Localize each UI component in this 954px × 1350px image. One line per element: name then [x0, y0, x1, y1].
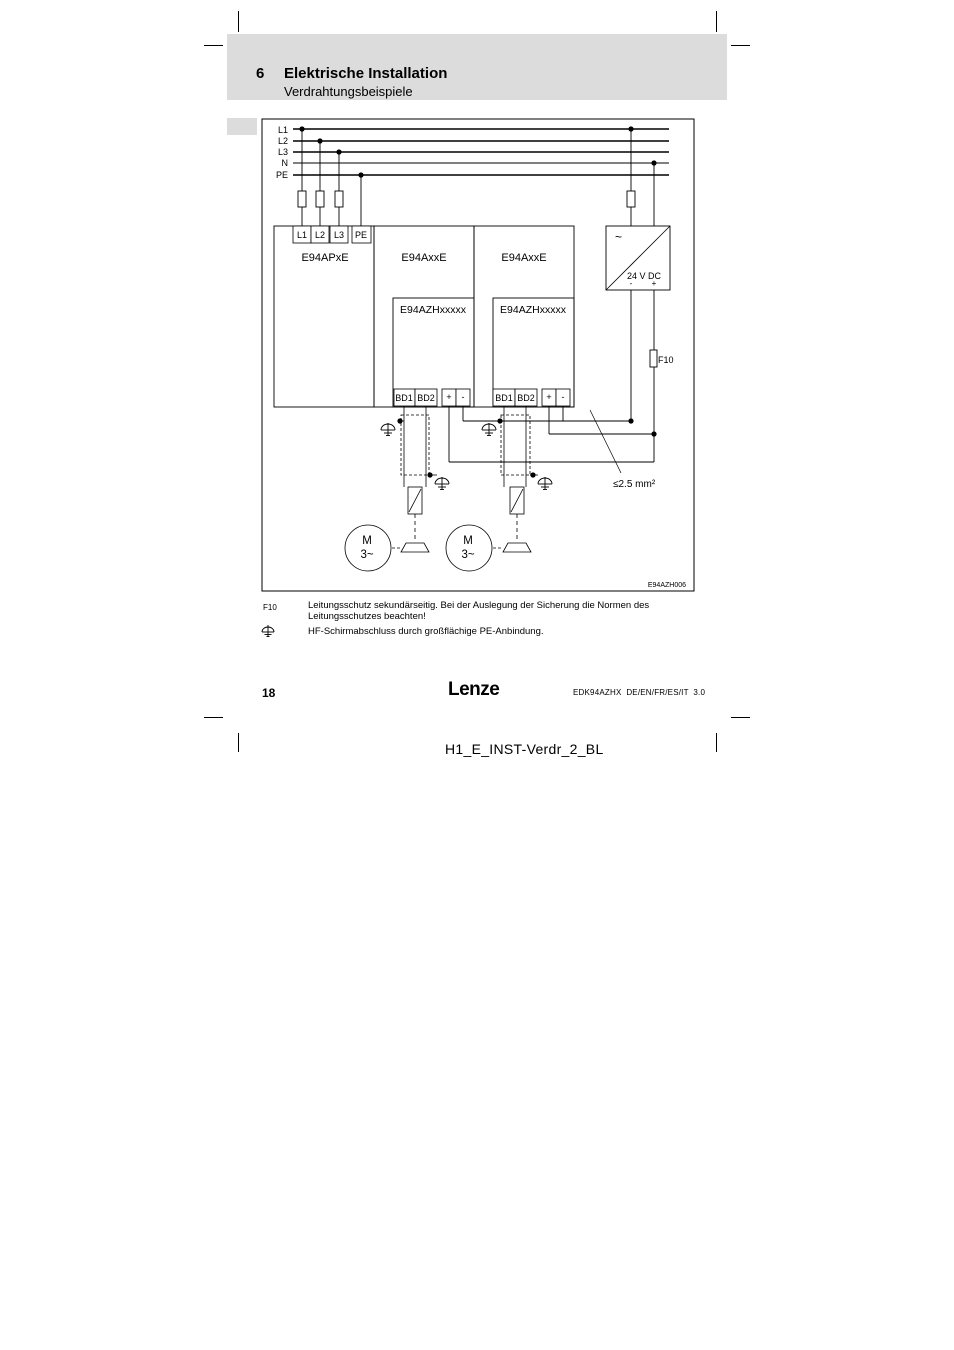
terminal-l2: L2: [314, 230, 326, 240]
psu-minus: -: [629, 279, 633, 288]
fuse-l3: [335, 191, 343, 207]
psu-ac-symbol: ~: [615, 230, 623, 244]
legend-text-f10: Leitungsschutz sekundärseitig. Bei der Auslegung der Sicherung die Normen des Leitungsschutzes beachten!: [308, 600, 650, 622]
crop-mark: [204, 717, 223, 718]
fuse-psu: [627, 191, 635, 207]
motor-1-label-phase: 3~: [360, 549, 374, 561]
crop-mark: [716, 733, 717, 752]
terminal-minus-1: -: [461, 392, 465, 402]
terminal-l1: L1: [296, 230, 308, 240]
crop-mark: [731, 717, 750, 718]
psu-output-label: 24 V DC: [627, 271, 662, 281]
chapter-title: Elektrische Installation: [284, 65, 448, 82]
option-module-2-label: E94AZHxxxxx: [500, 304, 566, 316]
document-code: EDK94AZHX DE/EN/FR/ES/IT 3.0: [573, 688, 706, 697]
terminal-plus-1: +: [446, 392, 452, 402]
fuse-l2: [316, 191, 324, 207]
motor-1-label-m: M: [362, 535, 372, 547]
terminal-bd2-2: BD2: [517, 393, 535, 403]
section-title: Verdrahtungsbeispiele: [284, 84, 413, 99]
cross-section-label: ≤2.5 mm²: [613, 479, 656, 490]
supply-module-label: E94APxE: [301, 252, 349, 264]
motor-2-label-phase: 3~: [461, 549, 475, 561]
motor-1: [345, 525, 391, 571]
bus-label-l1: L1: [277, 125, 288, 135]
motor-2: [446, 525, 492, 571]
terminal-plus-2: +: [546, 392, 552, 402]
terminal-bd1-2: BD1: [495, 393, 513, 403]
shield-ground-icon: [260, 624, 276, 638]
bus-label-pe: PE: [275, 170, 288, 180]
lenze-logo: Lenze: [448, 679, 500, 700]
slug-line: H1_E_INST-Verdr_2_BL: [445, 741, 604, 757]
motor-2-label-m: M: [463, 535, 473, 547]
fuse-f10: [650, 350, 657, 367]
axis-module-2-label: E94AxxE: [501, 252, 547, 264]
bus-label-l2: L2: [277, 136, 288, 146]
axis-module-1-label: E94AxxE: [401, 252, 447, 264]
crop-mark: [238, 733, 239, 752]
terminal-pe: PE: [354, 230, 368, 240]
terminal-minus-2: -: [561, 392, 565, 402]
option-module-1-label: E94AZHxxxxx: [400, 304, 466, 316]
fuse-l1: [298, 191, 306, 207]
diagram-frame: [262, 119, 694, 591]
terminal-bd2-1: BD2: [417, 393, 435, 403]
legend-key-f10: F10: [263, 603, 277, 612]
psu-plus: +: [651, 279, 657, 288]
wiring-diagram: [0, 0, 954, 620]
fuse-f10-label: F10: [658, 355, 674, 365]
terminal-bd1-1: BD1: [395, 393, 413, 403]
legend-text-shield: HF-Schirmabschluss durch großflächige PE-Anbindung.: [308, 626, 544, 637]
bus-label-l3: L3: [277, 147, 288, 157]
terminal-l3: L3: [333, 230, 345, 240]
chapter-number: 6: [256, 65, 265, 82]
bus-label-n: N: [281, 158, 288, 168]
page-number: 18: [262, 686, 276, 700]
figure-id: E94AZH006: [647, 582, 686, 589]
